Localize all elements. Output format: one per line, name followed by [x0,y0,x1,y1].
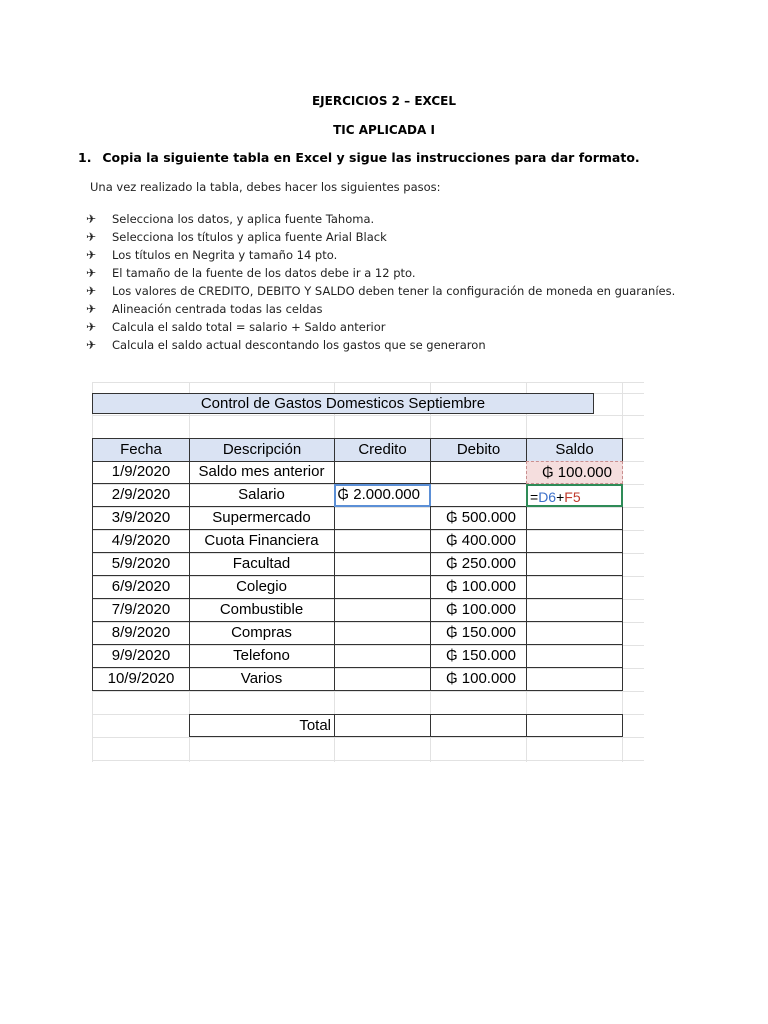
step-text: Selecciona los títulos y aplica fuente Arial Black [112,230,387,244]
cell-credito[interactable] [334,668,431,691]
step-text: El tamaño de la fuente de los datos debe ir a 12 pto. [112,266,416,280]
step-text: Los valores de CREDITO, DEBITO Y SALDO deben tener la configuración de moneda en guaraníes. [112,284,676,298]
cell-fecha[interactable]: 10/9/2020 [92,668,190,691]
step-text: Calcula el saldo actual descontando los gastos que se generaron [112,338,486,352]
cell-fecha[interactable]: 2/9/2020 [92,484,190,507]
cell-debito[interactable]: ₲ 100.000 [430,668,527,691]
spreadsheet-area[interactable] [92,382,644,762]
cell-descripcion[interactable]: Salario [189,484,335,507]
cell-credito[interactable] [334,645,431,668]
cell-saldo[interactable] [526,599,623,622]
cell-descripcion[interactable]: Combustible [189,599,335,622]
cell-fecha[interactable]: 1/9/2020 [92,461,190,484]
exercise-number: 1. [78,150,92,165]
cell-debito[interactable]: ₲ 150.000 [430,622,527,645]
cell-credito[interactable] [334,461,431,484]
cell-saldo[interactable] [526,576,623,599]
arrow-bullet-icon: ✈ [86,284,97,298]
header-cell-descripcion[interactable]: Descripción [189,438,335,462]
step-item [86,336,675,354]
cell-credito[interactable] [334,576,431,599]
header-cell-saldo[interactable]: Saldo [526,438,623,462]
step-item [86,246,675,264]
step-item [86,282,675,300]
step-text: Los títulos en Negrita y tamaño 14 pto. [112,248,338,262]
cell-saldo[interactable] [526,507,623,530]
cell-fecha[interactable]: 3/9/2020 [92,507,190,530]
document-subtitle: TIC APLICADA I [333,123,435,137]
total-debito-cell[interactable] [430,714,527,737]
arrow-bullet-icon: ✈ [86,338,97,352]
document-title: EJERCICIOS 2 – EXCEL [311,94,457,108]
cell-fecha[interactable]: 6/9/2020 [92,576,190,599]
header-cell-debito[interactable]: Debito [430,438,527,462]
formula-plus: + [556,489,565,505]
cell-fecha[interactable]: 5/9/2020 [92,553,190,576]
arrow-bullet-icon: ✈ [86,302,97,316]
step-item [86,210,675,228]
formula-ref1: D6 [538,489,557,505]
cell-descripcion[interactable]: Saldo mes anterior [189,461,335,484]
cell-credito-selected[interactable]: ₲ 2.000.000 [334,484,431,507]
cell-credito[interactable] [334,553,431,576]
cell-saldo[interactable] [526,553,623,576]
arrow-bullet-icon: ✈ [86,320,97,334]
step-text: Alineación centrada todas las celdas [112,302,323,316]
step-text: Selecciona los datos, y aplica fuente Tahoma. [112,212,375,226]
cell-saldo[interactable] [526,530,623,553]
cell-saldo-copy-marquee[interactable]: ₲ 100.000 [526,461,623,484]
arrow-bullet-icon: ✈ [86,212,97,226]
step-item [86,228,675,246]
cell-debito[interactable] [430,461,527,484]
step-item [86,318,675,336]
active-formula-cell[interactable] [526,484,623,507]
intro-text: Una vez realizado la tabla, debes hacer los siguientes pasos: [90,180,441,194]
cell-descripcion[interactable]: Compras [189,622,335,645]
cell-debito[interactable]: ₲ 400.000 [430,530,527,553]
cell-fecha[interactable]: 4/9/2020 [92,530,190,553]
cell-fecha[interactable]: 9/9/2020 [92,645,190,668]
arrow-bullet-icon: ✈ [86,230,97,244]
cell-descripcion[interactable]: Cuota Financiera [189,530,335,553]
cell-saldo[interactable] [526,622,623,645]
header-cell-credito[interactable]: Credito [334,438,431,462]
cell-debito[interactable]: ₲ 100.000 [430,599,527,622]
step-text: Calcula el saldo total = salario + Saldo anterior [112,320,386,334]
formula-ref2: F5 [564,489,581,505]
cell-credito[interactable] [334,599,431,622]
cell-debito[interactable]: ₲ 150.000 [430,645,527,668]
total-saldo-cell[interactable] [526,714,623,737]
cell-descripcion[interactable]: Supermercado [189,507,335,530]
arrow-bullet-icon: ✈ [86,248,97,262]
cell-descripcion[interactable]: Telefono [189,645,335,668]
cell-descripcion[interactable]: Varios [189,668,335,691]
arrow-bullet-icon: ✈ [86,266,97,280]
cell-debito[interactable] [430,484,527,507]
cell-credito[interactable] [334,530,431,553]
formula-eq: = [530,489,539,505]
cell-credito[interactable] [334,507,431,530]
cell-saldo[interactable] [526,645,623,668]
sheet-title-cell[interactable]: Control de Gastos Domesticos Septiembre [92,393,594,414]
cell-credito[interactable] [334,622,431,645]
cell-debito[interactable]: ₲ 500.000 [430,507,527,530]
cell-debito[interactable]: ₲ 100.000 [430,576,527,599]
step-item [86,300,675,318]
total-credito-cell[interactable] [334,714,431,737]
header-cell-fecha[interactable]: Fecha [92,438,190,462]
cell-debito[interactable]: ₲ 250.000 [430,553,527,576]
cell-saldo[interactable] [526,668,623,691]
step-item [86,264,675,282]
cell-descripcion[interactable]: Facultad [189,553,335,576]
exercise-text: Copia la siguiente tabla en Excel y sigue las instrucciones para dar formato. [102,150,640,165]
cell-fecha[interactable]: 7/9/2020 [92,599,190,622]
cell-descripcion[interactable]: Colegio [189,576,335,599]
steps-list [86,210,675,354]
total-label-cell[interactable]: Total [189,714,335,737]
exercise-heading [78,150,640,165]
cell-fecha[interactable]: 8/9/2020 [92,622,190,645]
